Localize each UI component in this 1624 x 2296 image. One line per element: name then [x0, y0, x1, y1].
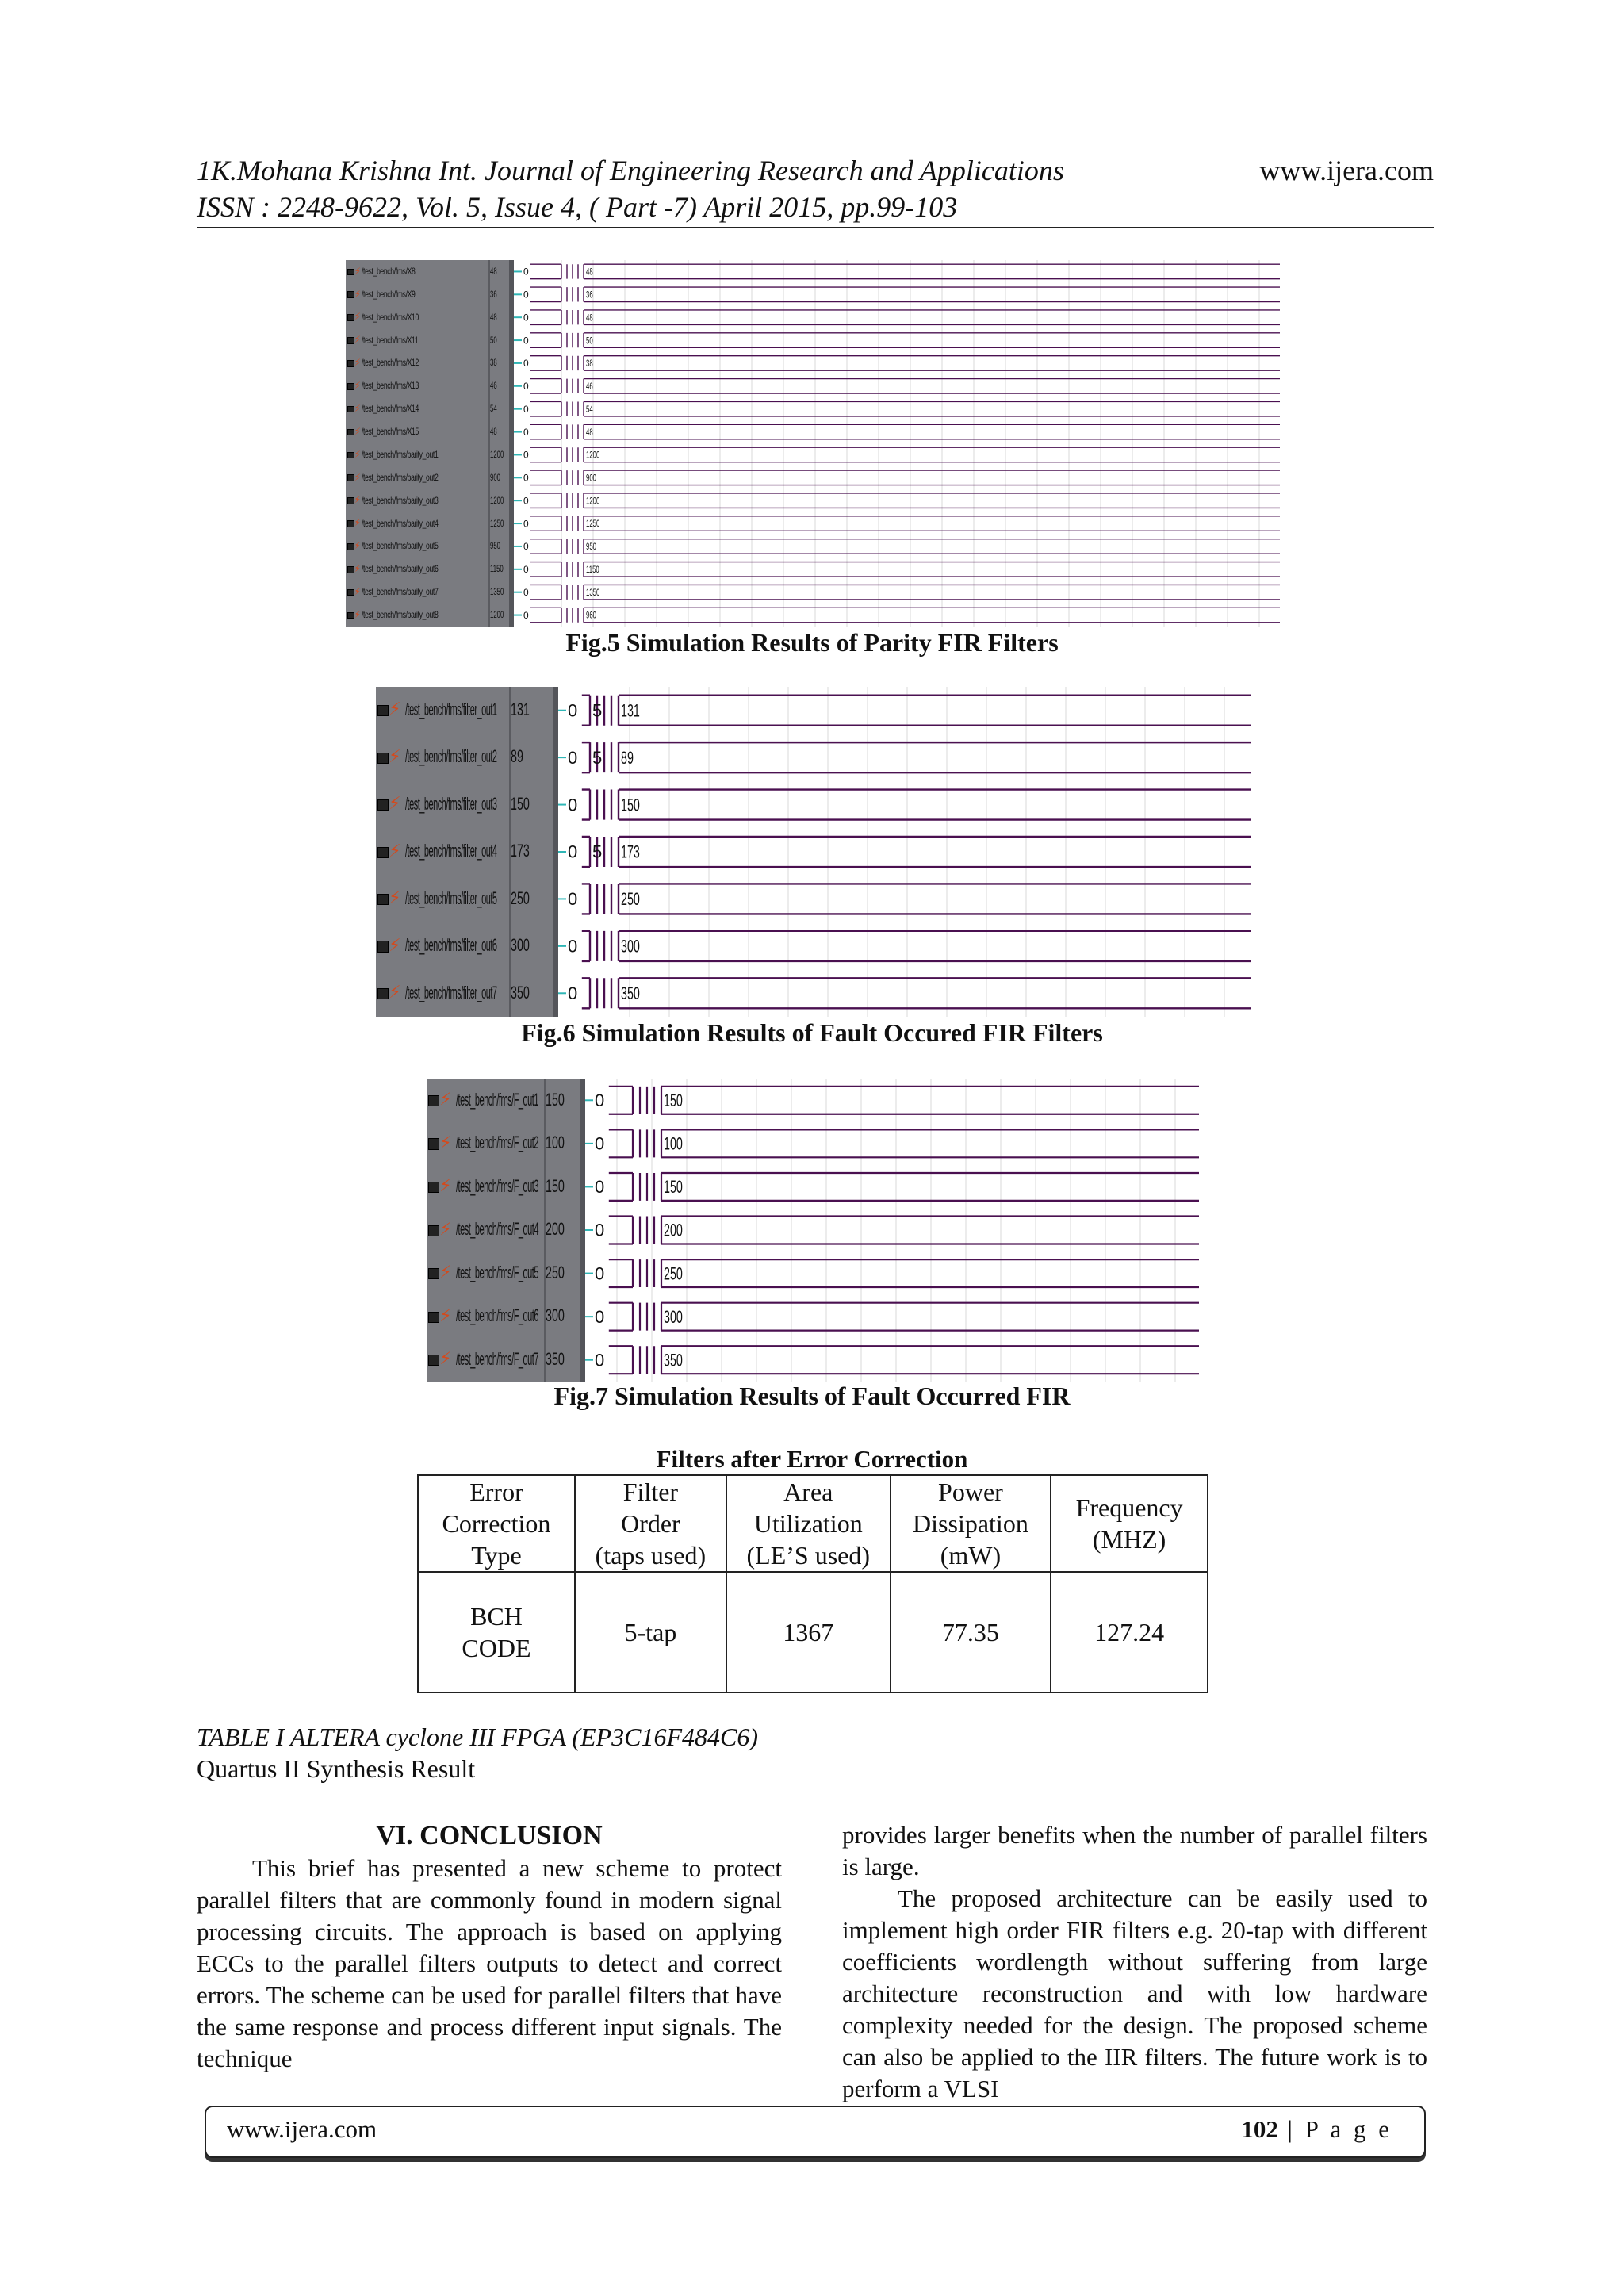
signal-bolt-icon: ⚡: [439, 1089, 452, 1110]
left-column: [197, 1819, 782, 2075]
end-value-label: 1200: [586, 496, 600, 507]
end-value-label: 38: [586, 358, 593, 370]
header-text: Correction: [442, 1509, 551, 1538]
signal-row: [346, 581, 1280, 604]
signal-row: [346, 397, 1280, 420]
fig6-waveform: [376, 687, 1251, 1017]
signal-name: /test_bench/fms/filter_out1: [405, 700, 497, 720]
signal-icon: [377, 841, 401, 861]
signal-name: /test_bench/fms/X10: [362, 311, 419, 323]
signal-name: /test_bench/fms/parity_out7: [362, 586, 439, 598]
signal-icon: [428, 1219, 452, 1240]
expand-icon: [428, 1268, 439, 1279]
table-caption-italic: TABLE I ALTERA cyclone III FPGA (EP3C16F484C6): [197, 1723, 758, 1751]
expand-icon: [377, 941, 389, 952]
expand-icon: [428, 1225, 439, 1236]
signal-bolt-icon: ⚡: [439, 1305, 452, 1326]
signal-icon: [347, 586, 361, 598]
expand-icon: [377, 799, 389, 811]
signal-icon: [377, 793, 401, 814]
start-value-label: 0: [595, 1263, 605, 1284]
start-value-label: 0: [595, 1220, 605, 1240]
signal-name: /test_bench/fms/X9: [362, 288, 416, 300]
page-footer: [205, 2106, 1426, 2158]
signal-bolt-icon: ⚡: [389, 982, 401, 1002]
signal-name: /test_bench/fms/parity_out6: [362, 563, 439, 575]
header-text: Order: [621, 1509, 680, 1538]
signal-bolt-icon: ⚡: [439, 1133, 452, 1153]
signal-icon: [377, 887, 401, 908]
signal-bolt-icon: ⚡: [354, 334, 362, 346]
mid-value-label: 5: [592, 747, 603, 768]
expand-icon: [347, 520, 354, 527]
signal-icon: [377, 935, 401, 956]
end-value-label: 1150: [586, 565, 599, 576]
conclusion-paragraph-cont: provides larger benefits when the number of parallel filters is large.: [842, 1821, 1427, 1880]
signal-name: /test_bench/fms/F_out3: [456, 1175, 539, 1196]
signal-name: /test_bench/fms/parity_out3: [362, 494, 439, 506]
end-value-label: 250: [621, 888, 640, 909]
start-value-label: 0: [523, 564, 529, 576]
end-value-label: 54: [586, 404, 593, 416]
header-text: (MHZ): [1092, 1525, 1166, 1554]
signal-name: /test_bench/fms/filter_out6: [405, 935, 497, 956]
signal-icon: [347, 311, 361, 323]
signal-value: 1200: [490, 448, 504, 460]
header-rule: [197, 227, 1434, 228]
start-value-label: 0: [523, 518, 529, 530]
expand-icon: [377, 705, 389, 716]
signal-icon: [428, 1175, 452, 1196]
signal-row: [346, 466, 1280, 489]
signal-row: [346, 374, 1280, 397]
signal-bolt-icon: ⚡: [389, 794, 401, 815]
header-text: Frequency: [1075, 1493, 1183, 1522]
expand-icon: [347, 543, 354, 550]
signal-icon: [347, 494, 361, 506]
signal-row: [376, 781, 1251, 828]
signal-value: 48: [490, 265, 497, 277]
header-text: Filter: [622, 1478, 679, 1506]
signal-bolt-icon: ⚡: [354, 380, 362, 391]
signal-value: 46: [490, 380, 497, 392]
fig6-caption: Fig.6 Simulation Results of Fault Occured FIR Filters: [521, 1018, 1103, 1047]
signal-row: [427, 1165, 1199, 1209]
expand-icon: [347, 612, 354, 619]
signal-name: /test_bench/fms/F_out7: [456, 1349, 539, 1370]
fig5-caption: Fig.5 Simulation Results of Parity FIR Filters: [565, 628, 1059, 657]
signal-icon: [347, 609, 361, 621]
end-value-label: 46: [586, 381, 593, 393]
signal-row: [427, 1251, 1199, 1295]
start-value-label: 0: [523, 586, 529, 598]
expand-icon: [347, 291, 354, 298]
start-value-label: 0: [595, 1133, 605, 1154]
signal-row: [346, 443, 1280, 466]
signal-value: 1150: [490, 563, 504, 575]
end-value-label: 89: [621, 747, 634, 768]
mid-value-label: 5: [592, 841, 603, 862]
end-value-label: 100: [664, 1133, 683, 1154]
signal-name: /test_bench/fms/parity_out1: [362, 448, 439, 460]
footer-url: www.ijera.com: [227, 2115, 377, 2143]
start-value-label: 0: [595, 1177, 605, 1198]
expand-icon: [428, 1182, 439, 1193]
cell-frequency: 127.24: [1051, 1572, 1208, 1692]
signal-icon: [347, 289, 361, 301]
end-value-label: 150: [664, 1090, 683, 1110]
signal-row: [376, 687, 1251, 734]
signal-bolt-icon: ⚡: [354, 265, 362, 277]
page-suffix: | P a g e: [1277, 2115, 1392, 2143]
cell-area: 1367: [726, 1572, 891, 1692]
signal-bolt-icon: ⚡: [439, 1263, 452, 1283]
signal-row: [427, 1122, 1199, 1166]
signal-icon: [347, 517, 361, 529]
signal-row: [376, 828, 1251, 875]
signal-icon: [428, 1348, 452, 1369]
signal-name: /test_bench/fms/X11: [362, 334, 419, 346]
signal-bolt-icon: ⚡: [354, 563, 362, 574]
start-value-label: 0: [523, 266, 529, 278]
end-value-label: 350: [664, 1350, 683, 1370]
issn-line: ISSN : 2248-9622, Vol. 5, Issue 4, ( Part -7) April 2015, pp.99-103: [197, 191, 958, 223]
signal-bolt-icon: ⚡: [354, 311, 362, 323]
start-value-label: 0: [523, 335, 529, 347]
signal-icon: [347, 449, 361, 461]
expand-icon: [347, 497, 354, 504]
signal-name: /test_bench/fms/X14: [362, 403, 419, 415]
end-value-label: 150: [664, 1176, 683, 1197]
signal-name: /test_bench/fms/X13: [362, 380, 419, 392]
expand-icon: [377, 988, 389, 999]
signal-bolt-icon: ⚡: [354, 540, 362, 552]
end-value-label: 48: [586, 427, 593, 439]
header-text: (LE’S used): [746, 1541, 871, 1570]
start-value-label: 0: [523, 358, 529, 370]
header-text: Type: [471, 1541, 522, 1570]
end-value-label: 48: [586, 312, 593, 324]
signal-value: 150: [511, 793, 530, 814]
signal-icon: [347, 540, 361, 552]
expand-icon: [347, 314, 354, 321]
end-value-label: 300: [664, 1306, 683, 1327]
signal-value: 300: [511, 935, 530, 956]
signal-row: [376, 876, 1251, 922]
expand-icon: [347, 589, 354, 596]
signal-bolt-icon: ⚡: [439, 1176, 452, 1197]
expand-icon: [428, 1312, 439, 1323]
signal-value: 350: [511, 982, 530, 1002]
fig5-waveform: [346, 260, 1280, 627]
header-text: (mW): [940, 1541, 1002, 1570]
expand-icon: [377, 847, 389, 858]
header-text: Power: [938, 1478, 1003, 1506]
signal-value: 36: [490, 288, 497, 300]
expand-icon: [347, 337, 354, 344]
signal-value: 38: [490, 357, 497, 369]
end-value-label: 150: [621, 795, 640, 815]
end-value-label: 36: [586, 290, 593, 301]
signal-icon: [377, 982, 401, 1002]
signal-bolt-icon: ⚡: [354, 357, 362, 369]
start-value-label: 0: [523, 312, 529, 324]
signal-bolt-icon: ⚡: [354, 608, 362, 620]
signal-name: /test_bench/fms/parity_out4: [362, 517, 439, 529]
signal-value: 1200: [490, 494, 504, 506]
header-frequency: [1051, 1475, 1208, 1572]
start-value-label: 0: [523, 541, 529, 553]
signal-icon: [347, 426, 361, 438]
signal-value: 250: [511, 887, 530, 908]
signal-name: /test_bench/fms/X8: [362, 265, 416, 277]
end-value-label: 173: [621, 841, 640, 862]
signal-row: [346, 512, 1280, 535]
signal-row: [346, 489, 1280, 512]
signal-value: 131: [511, 700, 530, 720]
right-column: [842, 1819, 1427, 2105]
signal-value: 950: [490, 540, 501, 552]
end-value-label: 1250: [586, 519, 600, 530]
expand-icon: [347, 360, 354, 367]
start-value-label: 0: [595, 1306, 605, 1327]
signal-name: /test_bench/fms/filter_out2: [405, 746, 497, 767]
signal-row: [346, 604, 1280, 627]
header-text: Area: [783, 1478, 833, 1506]
signal-icon: [377, 699, 401, 719]
signal-value: 1350: [490, 586, 504, 598]
signal-bolt-icon: ⚡: [354, 585, 362, 597]
signal-row: [376, 970, 1251, 1017]
signal-value: 54: [490, 403, 497, 415]
signal-bolt-icon: ⚡: [389, 888, 401, 909]
cell-order: 5-tap: [575, 1572, 726, 1692]
signal-name: /test_bench/fms/filter_out3: [405, 793, 497, 814]
header-text: (taps used): [595, 1541, 707, 1570]
signal-value: 48: [490, 426, 497, 438]
start-value-label: 0: [523, 289, 529, 301]
start-value-label: 0: [523, 495, 529, 507]
table-row: [418, 1572, 1208, 1692]
end-value-label: 131: [621, 700, 640, 721]
signal-icon: [428, 1305, 452, 1326]
signal-name: /test_bench/fms/parity_out8: [362, 609, 439, 621]
section-heading: VI. CONCLUSION: [376, 1821, 603, 1850]
signal-name: /test_bench/fms/F_out1: [456, 1089, 539, 1110]
cell-power: 77.35: [891, 1572, 1051, 1692]
signal-name: /test_bench/fms/X15: [362, 426, 419, 438]
signal-value: 100: [546, 1133, 565, 1153]
signal-row: [346, 558, 1280, 581]
header-text: Dissipation: [913, 1509, 1028, 1538]
signal-row: [346, 535, 1280, 558]
header-power-dissipation: [891, 1475, 1051, 1572]
signal-bolt-icon: ⚡: [439, 1219, 452, 1240]
start-value-label: 0: [568, 841, 578, 862]
header-error-correction-type: [418, 1475, 575, 1572]
signal-bolt-icon: ⚡: [439, 1349, 452, 1370]
signal-name: /test_bench/fms/parity_out2: [362, 471, 439, 483]
signal-bolt-icon: ⚡: [389, 841, 401, 861]
start-value-label: 0: [523, 449, 529, 461]
signal-bolt-icon: ⚡: [354, 517, 362, 529]
signal-value: 50: [490, 334, 497, 346]
end-value-label: 900: [586, 473, 597, 485]
signal-value: 200: [546, 1219, 565, 1240]
expand-icon: [347, 429, 354, 436]
expand-icon: [347, 383, 354, 390]
signal-value: 150: [546, 1089, 565, 1110]
start-value-label: 0: [523, 609, 529, 621]
signal-icon: [347, 563, 361, 575]
signal-row: [427, 1295, 1199, 1339]
start-value-label: 0: [523, 472, 529, 484]
fig7-caption: Fig.7 Simulation Results of Fault Occurred FIR: [553, 1382, 1071, 1410]
signal-name: /test_bench/fms/filter_out5: [405, 887, 497, 908]
signal-row: [346, 352, 1280, 375]
header-area-utilization: [726, 1475, 891, 1572]
start-value-label: 0: [523, 426, 529, 438]
signal-name: /test_bench/fms/X12: [362, 357, 419, 369]
signal-row: [427, 1079, 1199, 1122]
signal-name: /test_bench/fms/F_out5: [456, 1262, 539, 1282]
start-value-label: 0: [523, 403, 529, 415]
cell-text: BCH: [470, 1602, 523, 1631]
signal-icon: [347, 266, 361, 278]
signal-value: 150: [546, 1175, 565, 1196]
signal-icon: [347, 334, 361, 346]
signal-icon: [428, 1262, 452, 1282]
signal-bolt-icon: ⚡: [354, 471, 362, 483]
footer-page: [1241, 2115, 1392, 2144]
signal-icon: [347, 357, 361, 369]
signal-row: [427, 1209, 1199, 1252]
signal-value: 350: [546, 1349, 565, 1370]
signal-bolt-icon: ⚡: [389, 935, 401, 956]
end-value-label: 1200: [586, 450, 600, 462]
end-value-label: 200: [664, 1220, 683, 1240]
signal-row: [376, 734, 1251, 780]
start-value-label: 0: [523, 381, 529, 393]
signal-icon: [377, 746, 401, 767]
signal-row: [346, 420, 1280, 443]
start-value-label: 0: [595, 1090, 605, 1110]
signal-name: /test_bench/fms/F_out2: [456, 1133, 539, 1153]
signal-value: 300: [546, 1305, 565, 1326]
signal-icon: [347, 472, 361, 484]
signal-value: 89: [511, 746, 523, 767]
signal-bolt-icon: ⚡: [389, 746, 401, 767]
signal-value: 250: [546, 1262, 565, 1282]
expand-icon: [347, 452, 354, 459]
start-value-label: 0: [595, 1350, 605, 1370]
expand-icon: [347, 269, 354, 276]
end-value-label: 250: [664, 1263, 683, 1284]
signal-icon: [347, 380, 361, 392]
signal-value: 48: [490, 311, 497, 323]
signal-bolt-icon: ⚡: [354, 448, 362, 460]
expand-icon: [377, 894, 389, 905]
signal-name: /test_bench/fms/filter_out7: [405, 982, 497, 1002]
end-value-label: 300: [621, 936, 640, 956]
page-header: [197, 152, 1434, 225]
signal-name: /test_bench/fms/F_out6: [456, 1305, 539, 1326]
cell-text: CODE: [462, 1634, 531, 1662]
signal-value: 1200: [490, 609, 504, 621]
expand-icon: [428, 1095, 439, 1106]
signal-name: /test_bench/fms/F_out4: [456, 1219, 539, 1240]
header-filter-order: [575, 1475, 726, 1572]
start-value-label: 0: [568, 889, 578, 910]
signal-value: 900: [490, 471, 501, 483]
signal-bolt-icon: ⚡: [354, 402, 362, 414]
signal-row: [346, 329, 1280, 352]
signal-icon: [428, 1133, 452, 1153]
results-table: [417, 1474, 1208, 1693]
end-value-label: 950: [586, 542, 597, 553]
conclusion-paragraph-2: The proposed architecture can be easily used to implement high order FIR filters e.g. 20-tap with different coefficients wordlength without suffering from large architecture reconstruction and with low hardware complexity needed for the design. The proposed scheme can also be applied to the IIR filters. The future work is to perform a VLSI: [842, 1884, 1427, 2102]
expand-icon: [377, 753, 389, 764]
expand-icon: [428, 1138, 439, 1149]
end-value-label: 48: [586, 267, 593, 278]
mid-value-label: 5: [592, 700, 603, 721]
table-header-row: [418, 1475, 1208, 1572]
journal-url: www.ijera.com: [1259, 155, 1434, 186]
expand-icon: [347, 474, 354, 481]
signal-name: /test_bench/fms/parity_out5: [362, 540, 439, 552]
start-value-label: 0: [568, 936, 578, 956]
signal-row: [427, 1338, 1199, 1382]
end-value-label: 350: [621, 983, 640, 1003]
table-caption-line2: Quartus II Synthesis Result: [197, 1754, 476, 1783]
page-number: 102: [1241, 2115, 1278, 2143]
header-text: Utilization: [753, 1509, 863, 1538]
signal-value: 173: [511, 841, 530, 861]
signal-name: /test_bench/fms/filter_out4: [405, 841, 497, 861]
start-value-label: 0: [568, 700, 578, 721]
header-text: Error: [469, 1478, 523, 1506]
signal-bolt-icon: ⚡: [354, 425, 362, 437]
start-value-label: 0: [568, 747, 578, 768]
signal-bolt-icon: ⚡: [389, 700, 401, 720]
signal-icon: [347, 403, 361, 415]
fig7-waveform: [427, 1079, 1199, 1382]
end-value-label: 1350: [586, 588, 600, 599]
signal-row: [346, 260, 1280, 283]
end-value-label: 50: [586, 335, 593, 347]
table-caption: [197, 1721, 758, 1784]
signal-row: [376, 922, 1251, 969]
expand-icon: [347, 406, 354, 413]
journal-title: 1K.Mohana Krishna Int. Journal of Engineering Research and Applications: [197, 155, 1064, 186]
signal-bolt-icon: ⚡: [354, 288, 362, 300]
start-value-label: 0: [568, 983, 578, 1003]
start-value-label: 0: [568, 795, 578, 815]
expand-icon: [347, 566, 354, 573]
signal-row: [346, 306, 1280, 329]
signal-icon: [428, 1089, 452, 1110]
cell-type: [418, 1572, 575, 1692]
table-title: Filters after Error Correction: [656, 1445, 968, 1473]
end-value-label: 960: [586, 611, 597, 622]
conclusion-paragraph: This brief has presented a new scheme to protect parallel filters that are commonly found in modern signal processing circuits. The approach is based on applying ECCs to the parallel filters outputs to detect and correct errors. The scheme can be used for parallel filters that have the same response and process different input signals. The technique: [197, 1854, 782, 2072]
expand-icon: [428, 1355, 439, 1366]
signal-bolt-icon: ⚡: [354, 494, 362, 506]
signal-row: [346, 283, 1280, 306]
signal-value: 1250: [490, 517, 504, 529]
